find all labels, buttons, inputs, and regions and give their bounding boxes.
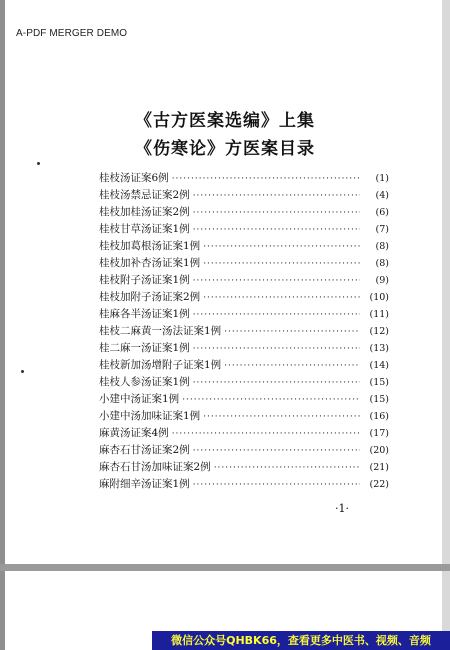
toc-leader-dots xyxy=(224,324,360,341)
toc-entry[interactable] xyxy=(99,204,389,221)
toc-entry-label: 桂枝汤证案6例 xyxy=(99,172,169,184)
toc-entry[interactable] xyxy=(99,187,389,204)
toc-entry-label: 桂枝新加汤增附子证案1例 xyxy=(99,359,222,371)
watermark-text: A-PDF MERGER DEMO xyxy=(16,28,128,39)
toc-entry[interactable] xyxy=(99,221,389,238)
toc-entry[interactable] xyxy=(99,272,389,289)
toc-entry-page: (7) xyxy=(375,224,389,235)
toc-entry-page: (17) xyxy=(369,428,389,439)
toc-entry-label: 桂枝甘草汤证案1例 xyxy=(99,223,190,235)
toc-entry[interactable] xyxy=(99,357,389,374)
toc-entry[interactable] xyxy=(99,459,389,476)
toc-entry-label: 桂枝二麻黄一汤法证案1例 xyxy=(99,325,222,337)
toc-leader-dots xyxy=(193,443,360,460)
toc-entry-label: 麻杏石甘汤证案2例 xyxy=(99,444,190,456)
toc-entry[interactable] xyxy=(99,170,389,187)
toc-entry-page: (13) xyxy=(369,343,389,354)
toc-entry-page: (1) xyxy=(375,173,389,184)
toc-entry-page: (12) xyxy=(369,326,389,337)
page-number: ·1· xyxy=(335,502,349,515)
toc-leader-dots xyxy=(214,460,360,477)
toc-entry-label: 桂枝附子汤证案1例 xyxy=(99,274,190,286)
toc-entry-page: (15) xyxy=(369,377,389,388)
toc-leader-dots xyxy=(203,239,360,256)
toc-entry-page: (4) xyxy=(375,190,389,201)
toc-entry[interactable] xyxy=(99,408,389,425)
scan-speck xyxy=(21,370,24,373)
toc-entry[interactable] xyxy=(99,289,389,306)
toc-leader-dots xyxy=(193,273,360,290)
toc-leader-dots xyxy=(203,256,360,273)
toc-leader-dots xyxy=(172,171,360,188)
toc-entry-page: (8) xyxy=(375,258,389,269)
toc-entry-label: 桂枝汤禁忌证案2例 xyxy=(99,189,190,201)
scan-speck xyxy=(37,162,40,165)
toc-entry-page: (10) xyxy=(369,292,389,303)
toc-entry-label: 麻附细辛汤证案1例 xyxy=(99,478,190,490)
toc-leader-dots xyxy=(193,375,360,392)
page-gap xyxy=(0,564,450,571)
toc-entry[interactable] xyxy=(99,238,389,255)
toc-entry-page: (9) xyxy=(375,275,389,286)
book-title: 《古方医案选编》上集 xyxy=(135,111,315,131)
toc-entry-label: 桂枝加附子汤证案2例 xyxy=(99,291,201,303)
toc-entry-label: 小建中汤证案1例 xyxy=(99,393,180,405)
page-edge xyxy=(442,0,450,564)
toc-entry[interactable] xyxy=(99,425,389,442)
toc-entry-page: (14) xyxy=(369,360,389,371)
toc-entry-page: (20) xyxy=(369,445,389,456)
toc-entry-label: 桂麻各半汤证案1例 xyxy=(99,308,190,320)
toc-entry[interactable] xyxy=(99,323,389,340)
toc-entry-label: 桂枝加桂汤证案2例 xyxy=(99,206,190,218)
section-title: 《伤寒论》方医案目录 xyxy=(135,139,315,159)
toc-leader-dots xyxy=(193,205,360,222)
toc-entry-page: (11) xyxy=(369,309,389,320)
toc-entry-label: 桂枝加补杏汤证案1例 xyxy=(99,257,201,269)
toc-entry[interactable] xyxy=(99,340,389,357)
table-of-contents xyxy=(99,170,389,493)
toc-entry-label: 小建中汤加味证案1例 xyxy=(99,410,201,422)
toc-leader-dots xyxy=(193,307,360,324)
toc-entry-label: 桂枝加葛根汤证案1例 xyxy=(99,240,201,252)
toc-leader-dots xyxy=(224,358,360,375)
toc-entry[interactable] xyxy=(99,442,389,459)
toc-entry-page: (15) xyxy=(369,394,389,405)
promo-banner: 微信公众号QHBK66，查看更多中医书、视频、音频 xyxy=(152,631,450,650)
toc-entry-page: (21) xyxy=(369,462,389,473)
toc-entry[interactable] xyxy=(99,255,389,272)
toc-entry-label: 麻杏石甘汤加味证案2例 xyxy=(99,461,211,473)
toc-entry[interactable] xyxy=(99,391,389,408)
toc-leader-dots xyxy=(182,392,360,409)
toc-entry-page: (22) xyxy=(369,479,389,490)
toc-entry-page: (16) xyxy=(369,411,389,422)
toc-leader-dots xyxy=(193,188,360,205)
toc-entry-label: 桂枝人参汤证案1例 xyxy=(99,376,190,388)
toc-entry[interactable] xyxy=(99,374,389,391)
toc-entry-label: 麻黄汤证案4例 xyxy=(99,427,169,439)
toc-leader-dots xyxy=(203,409,360,426)
toc-leader-dots xyxy=(193,341,360,358)
toc-entry[interactable] xyxy=(99,476,389,493)
toc-entry-page: (8) xyxy=(375,241,389,252)
toc-entry-label: 桂二麻一汤证案1例 xyxy=(99,342,190,354)
toc-leader-dots xyxy=(203,290,360,307)
toc-leader-dots xyxy=(193,477,360,494)
toc-leader-dots xyxy=(172,426,360,443)
toc-entry-page: (6) xyxy=(375,207,389,218)
toc-leader-dots xyxy=(193,222,360,239)
toc-entry[interactable] xyxy=(99,306,389,323)
